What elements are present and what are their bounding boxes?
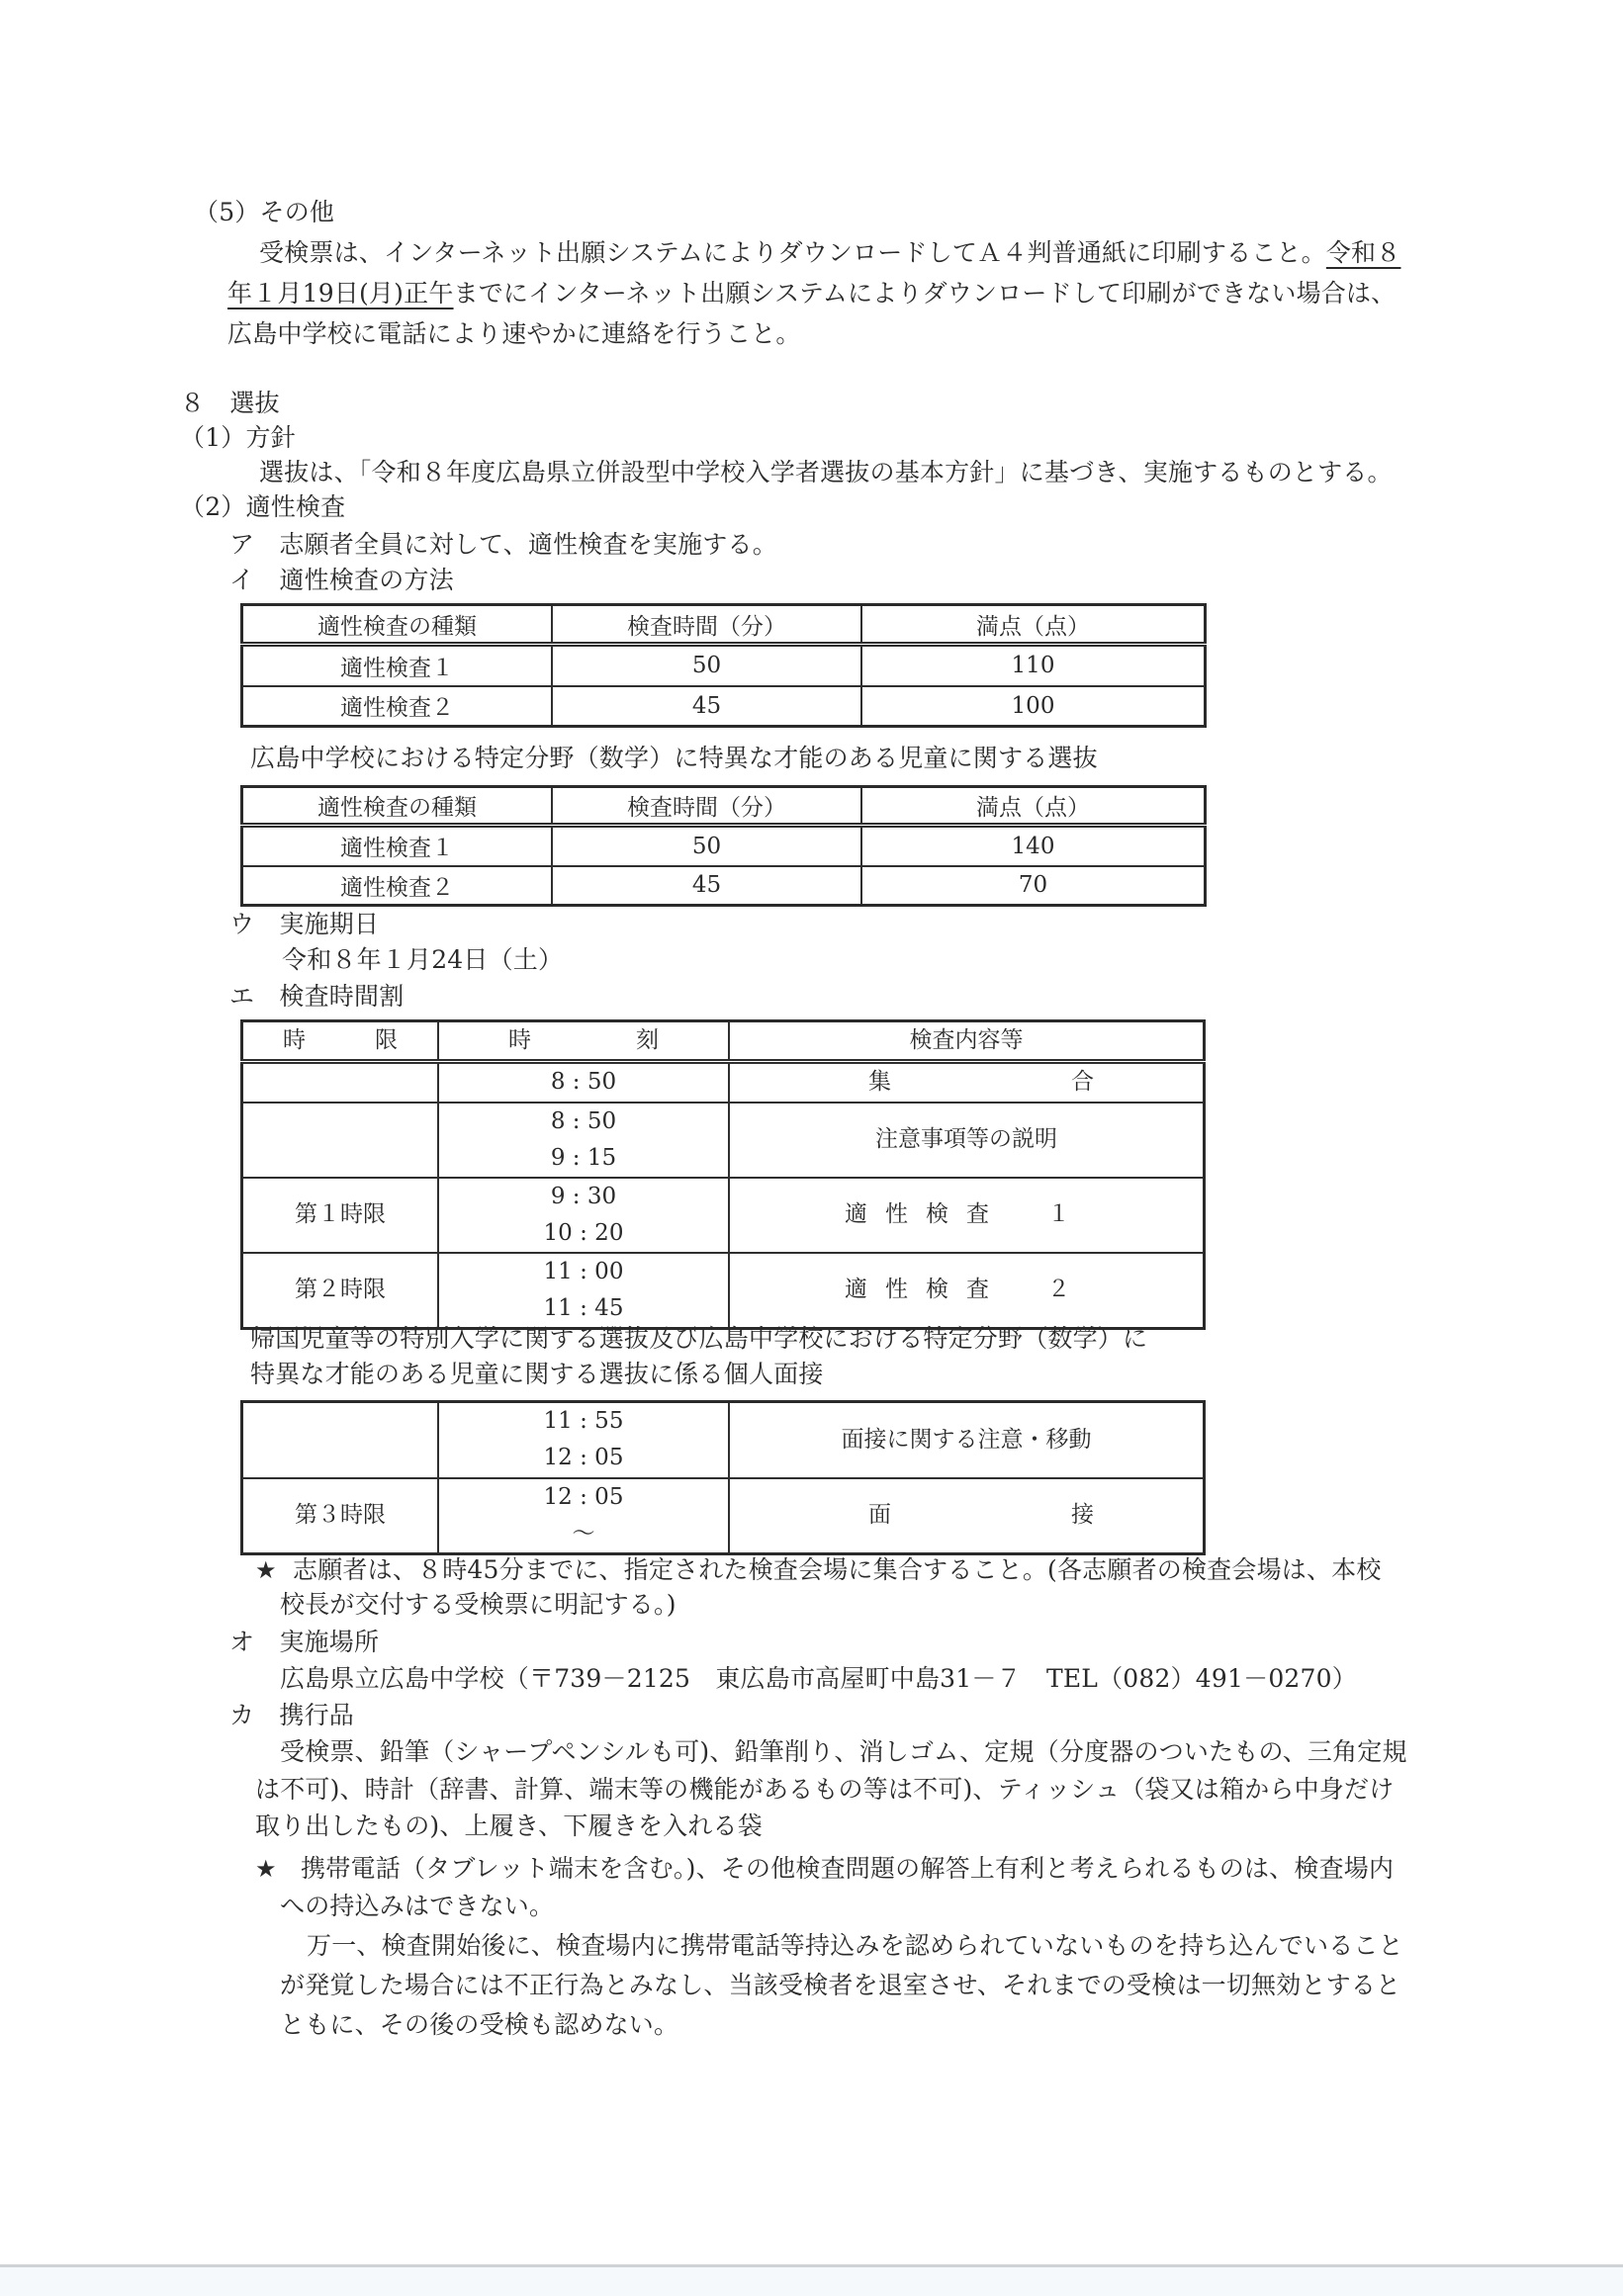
star-icon: ★ bbox=[255, 1556, 277, 1584]
table-cell: 50 bbox=[552, 826, 861, 866]
table-row bbox=[242, 826, 1206, 866]
interview-timetable bbox=[240, 1400, 1206, 1555]
note-assembly: ★ 志願者は、８時45分までに、指定された検査会場に集合すること。(各志願者の検査会場は、本校 bbox=[255, 1555, 1382, 1584]
table-row bbox=[242, 1178, 1205, 1253]
table-cell: 適性検査１ bbox=[242, 645, 553, 686]
policy-heading: （1）方針 bbox=[180, 423, 296, 452]
table-cell: 70 bbox=[861, 866, 1206, 906]
belongings-line3: 取り出したもの)、上履き、下履きを入れる袋 bbox=[255, 1811, 763, 1840]
table-cell: 100 bbox=[861, 686, 1206, 727]
table-row bbox=[242, 1253, 1205, 1329]
table2-caption: 広島中学校における特定分野（数学）に特異な才能のある児童に関する選抜 bbox=[250, 744, 1098, 772]
table-header: 検査時間（分） bbox=[552, 787, 861, 826]
table-cell: 45 bbox=[552, 686, 861, 727]
aptitude-item-u-heading: ウ 実施期日 bbox=[229, 910, 380, 938]
content-cell: 集 合 bbox=[729, 1062, 1205, 1103]
belongings-line2: は不可)、時計（辞書、計算、端末等の機能があるもの等は不可)、ティッシュ（袋又は箱から中身だけ bbox=[255, 1775, 1395, 1804]
table-header-time: 時 刻 bbox=[438, 1021, 729, 1062]
policy-text: 選抜は、「令和８年度広島県立併設型中学校入学者選抜の基本方針」に基づき、実施するものとする。 bbox=[259, 458, 1393, 486]
aptitude-item-e-heading: エ 検査時間割 bbox=[229, 982, 405, 1011]
content-cell: 適性検査 ２ bbox=[729, 1253, 1205, 1329]
exam-timetable bbox=[240, 1019, 1206, 1330]
warning-line1: 万一、検査開始後に、検査場内に携帯電話等持込みを認められていないものを持ち込んでいること bbox=[307, 1931, 1403, 1960]
section5-heading: （5）その他 bbox=[194, 198, 335, 226]
table-row bbox=[242, 866, 1206, 906]
table-cell: 45 bbox=[552, 866, 861, 906]
aptitude-item-ka-heading: カ 携行品 bbox=[229, 1701, 355, 1729]
deadline-underlined-1: 令和８ bbox=[1325, 238, 1401, 267]
period-cell: 第２時限 bbox=[242, 1253, 439, 1329]
period-cell bbox=[242, 1103, 439, 1178]
section5-paragraph-line3: 広島中学校に電話により速やかに連絡を行うこと。 bbox=[227, 319, 801, 348]
time-cell: 12 : 05 ～ bbox=[438, 1478, 729, 1554]
interview-caption-line2: 特異な才能のある児童に関する選抜に係る個人面接 bbox=[250, 1360, 824, 1388]
warning-line3: ともに、その後の受検も認めない。 bbox=[280, 2010, 679, 2039]
scan-edge-strip bbox=[0, 2267, 1623, 2296]
aptitude-table-general bbox=[240, 603, 1207, 728]
aptitude-item-i-heading: イ 適性検査の方法 bbox=[229, 566, 454, 594]
content-cell: 適性検査 １ bbox=[729, 1178, 1205, 1253]
period-cell: 第１時限 bbox=[242, 1178, 439, 1253]
venue-address: 広島県立広島中学校（〒739－2125 東広島市高屋町中島31－７ TEL（082）491－0270） bbox=[280, 1664, 1357, 1693]
table-row bbox=[242, 1103, 1205, 1178]
table-cell: 適性検査２ bbox=[242, 866, 553, 906]
interview-caption-line1: 帰国児童等の特別入学に関する選抜及び広島中学校における特定分野（数学）に bbox=[250, 1324, 1148, 1353]
table-row bbox=[242, 645, 1206, 686]
content-cell: 注意事項等の説明 bbox=[729, 1103, 1205, 1178]
table-cell: 50 bbox=[552, 645, 861, 686]
table-header: 検査時間（分） bbox=[552, 605, 861, 645]
period-cell: 第３時限 bbox=[242, 1478, 439, 1554]
note-phones-cont: への持込みはできない。 bbox=[280, 1892, 555, 1920]
content-cell: 面 接 bbox=[729, 1478, 1205, 1554]
table-header-content: 検査内容等 bbox=[729, 1021, 1205, 1062]
section5-paragraph-line2 bbox=[227, 279, 1396, 309]
table-row bbox=[242, 1478, 1205, 1554]
section5-paragraph-line1 bbox=[259, 238, 1400, 268]
table-header: 適性検査の種類 bbox=[242, 787, 553, 826]
time-cell: 9 : 30 10 : 20 bbox=[438, 1178, 729, 1253]
time-cell: 8 : 50 bbox=[438, 1062, 729, 1103]
exam-date: 令和８年１月24日（土） bbox=[282, 945, 564, 974]
aptitude-item-a: ア 志願者全員に対して、適性検査を実施する。 bbox=[229, 530, 777, 559]
deadline-underlined-2: 年１月19日(月)正午 bbox=[227, 279, 454, 308]
table-cell: 適性検査１ bbox=[242, 826, 553, 866]
table-row bbox=[242, 686, 1206, 727]
table-header-period: 時 限 bbox=[242, 1021, 439, 1062]
table-header: 適性検査の種類 bbox=[242, 605, 553, 645]
note-phones: ★ 携帯電話（タブレット端末を含む。)、その他検査問題の解答上有利と考えられるものは、検査場内 bbox=[255, 1854, 1395, 1883]
table-cell: 適性検査２ bbox=[242, 686, 553, 727]
period-cell bbox=[242, 1402, 439, 1478]
period-cell bbox=[242, 1062, 439, 1103]
time-cell: 8 : 50 9 : 15 bbox=[438, 1103, 729, 1178]
aptitude-item-o-heading: オ 実施場所 bbox=[229, 1628, 380, 1656]
table-row bbox=[242, 1062, 1205, 1103]
time-cell: 11 : 00 11 : 45 bbox=[438, 1253, 729, 1329]
star-icon: ★ bbox=[255, 1855, 277, 1883]
aptitude-table-math bbox=[240, 785, 1207, 907]
time-cell: 11 : 55 12 : 05 bbox=[438, 1402, 729, 1478]
table-header: 満点（点） bbox=[861, 605, 1206, 645]
note-assembly-cont: 校長が交付する受検票に明記する。) bbox=[280, 1590, 676, 1619]
table-cell: 110 bbox=[861, 645, 1206, 686]
belongings-line1: 受検票、鉛筆（シャープペンシルも可)、鉛筆削り、消しゴム、定規（分度器のついたもの、三角定規 bbox=[280, 1737, 1407, 1766]
content-cell: 面接に関する注意・移動 bbox=[729, 1402, 1205, 1478]
section5-text: 受検票は、インターネット出願システムによりダウンロードしてＡ４判普通紙に印刷すること。 bbox=[259, 238, 1326, 267]
aptitude-heading: （2）適性検査 bbox=[180, 492, 346, 521]
warning-line2: が発覚した場合には不正行為とみなし、当該受検者を退室させ、それまでの受検は一切無効とすると bbox=[280, 1971, 1401, 1999]
table-cell: 140 bbox=[861, 826, 1206, 866]
table-row bbox=[242, 1402, 1205, 1478]
section5-text: までにインターネット出願システムによりダウンロードして印刷ができない場合は、 bbox=[453, 279, 1397, 308]
section8-heading: ８ 選抜 bbox=[180, 389, 280, 417]
table-header: 満点（点） bbox=[861, 787, 1206, 826]
